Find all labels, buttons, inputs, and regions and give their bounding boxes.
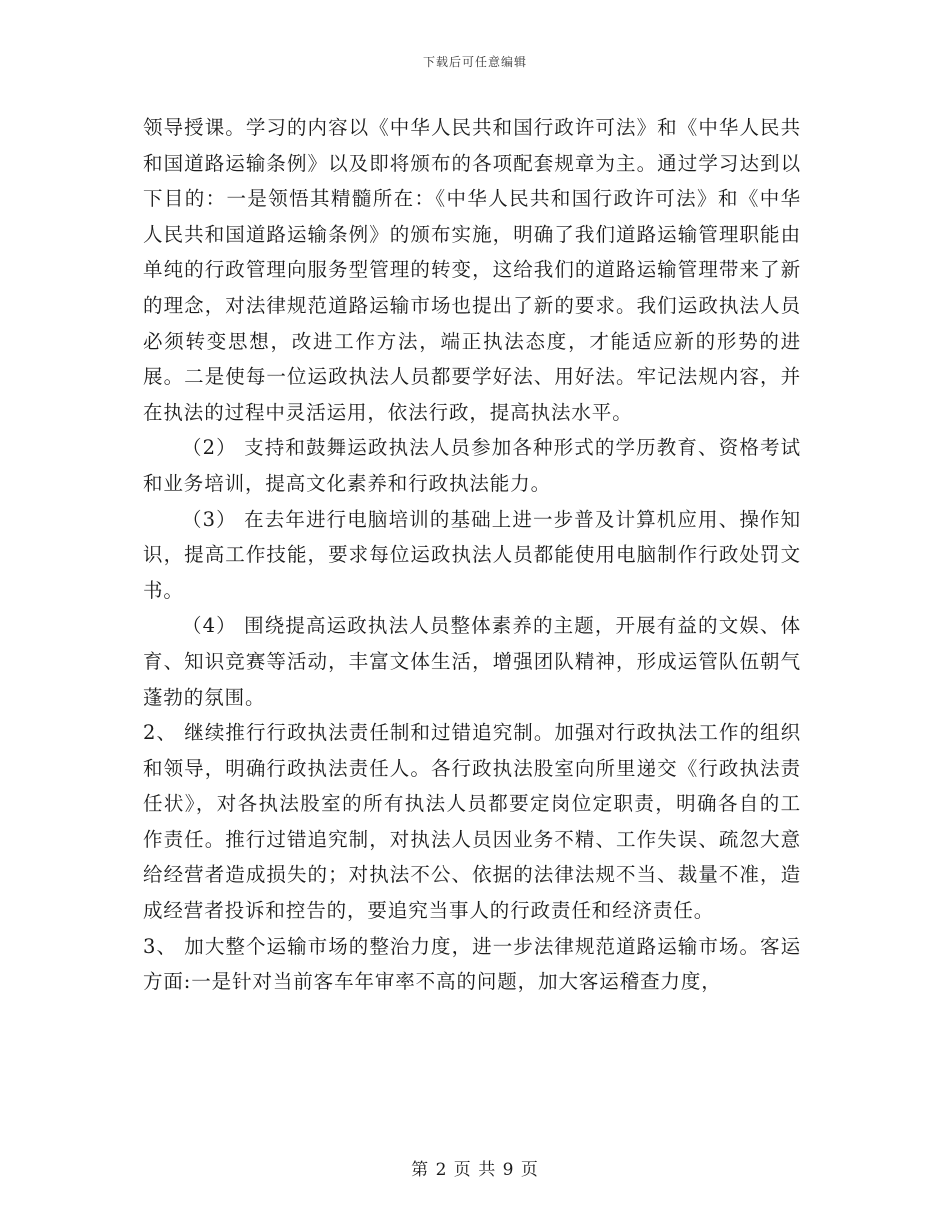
paragraph-6: 3、 加大整个运输市场的整治力度，进一步法律规范道路运输市场。客运方面:一是针对当前客车年审率不高的问题，加大客运稽查力度，: [143, 934, 801, 994]
paragraph-1: 领导授课。学习的内容以《中华人民共和国行政许可法》和《中华人民共和国道路运输条例》以及即将颁布的各项配套规章为主。通过学习达到以下目的：一是领悟其精髓所在：《中华人民共和国行政许可法》和《中华人民共和国道路运输条例》的颁布实施，明确了我们道路运输管理职能由单纯的行政管理向服务型管理的转变，这给我们的道路运输管理带来了新的理念，对法律规范道路运输市场也提出了新的要求。我们运政执法人员必须转变思想，改进工作方法，端正执法态度，才能适应新的形势的进展。二是使每一位运政执法人员都要学好法、用好法。牢记法规内容，并在执法的过程中灵活运用，依法行政，提高执法水平。: [143, 116, 801, 424]
document-body: [143, 110, 801, 1000]
page-number-footer: 第 2 页 共 9 页: [411, 1160, 539, 1180]
paragraph-5: 2、 继续推行行政执法责任制和过错追究制。加强对行政执法工作的组织和领导，明确行政执法责任人。各行政执法股室向所里递交《行政执法责任状》，对各执法股室的所有执法人员都要定岗位定职责，明确各自的工作责任。推行过错追究制，对执法人员因业务不精、工作失误、疏忽大意给经营者造成损失的；对执法不公、依据的法律法规不当、裁量不准，造成经营者投诉和控告的，要追究当事人的行政责任和经济责任。: [143, 721, 801, 923]
paragraph-3: （3） 在去年进行电脑培训的基础上进一步普及计算机应用、操作知识，提高工作技能，要求每位运政执法人员都能使用电脑制作行政处罚文书。: [143, 507, 801, 602]
page-header: 下载后可任意编辑: [422, 55, 527, 69]
paragraph-2: （2） 支持和鼓舞运政执法人员参加各种形式的学历教育、资格考试和业务培训，提高文化素养和行政执法能力。: [143, 436, 801, 495]
paragraph-4: （4） 围绕提高运政执法人员整体素养的主题，开展有益的文娱、体育、知识竞赛等活动，丰富文体生活，增强团队精神，形成运管队伍朝气蓬勃的氛围。: [143, 614, 801, 709]
